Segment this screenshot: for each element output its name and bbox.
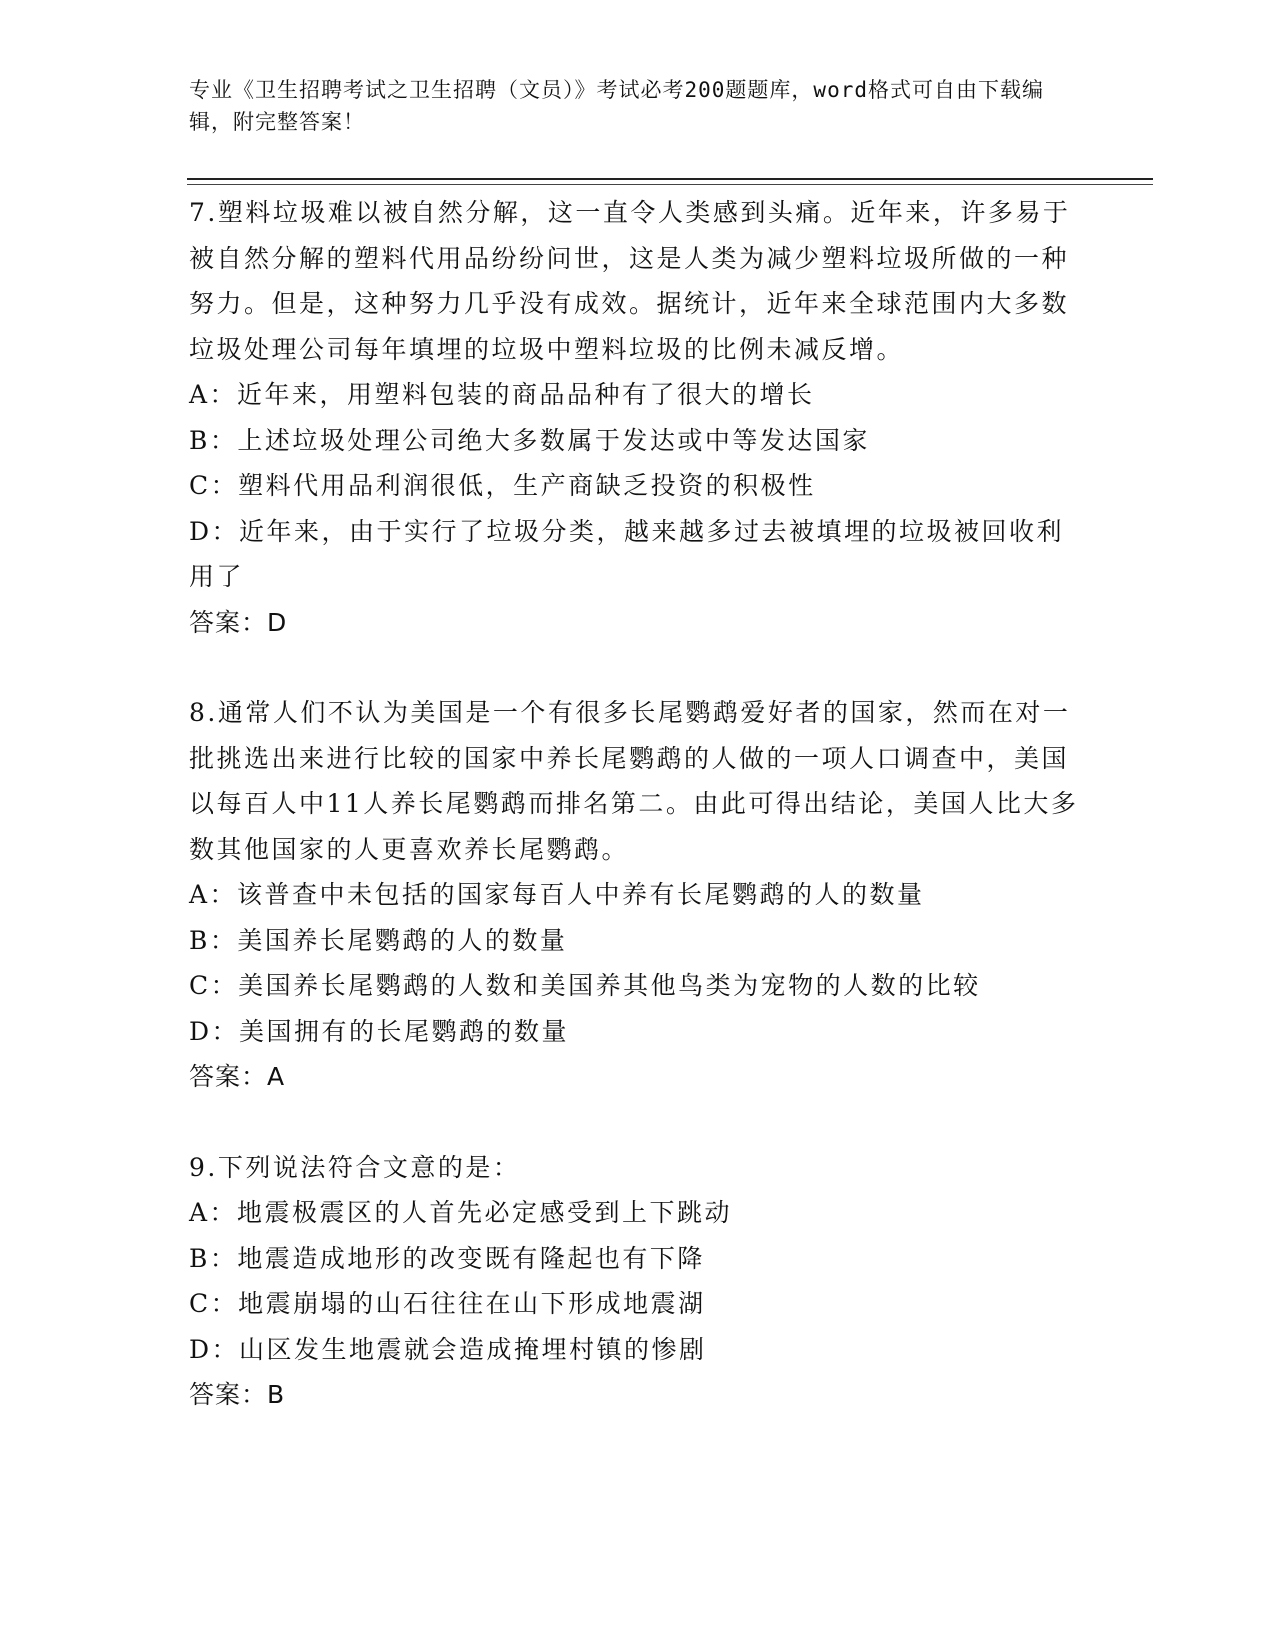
- answer-label: 答案：A: [189, 1062, 286, 1091]
- option-a: A：近年来，用塑料包装的商品品种有了很大的增长: [189, 380, 815, 409]
- document-header: 专业《卫生招聘考试之卫生招聘（文员）》考试必考200题题库，word格式可自由下载编辑，附完整答案！: [189, 78, 1044, 134]
- option-a: A：该普查中未包括的国家每百人中养有长尾鹦鹉的人的数量: [189, 880, 925, 909]
- option-b: B：地震造成地形的改变既有隆起也有下降: [189, 1243, 705, 1273]
- question-list: [189, 190, 1089, 1463]
- answer-label: 答案：B: [189, 1380, 286, 1409]
- option-c: C：美国养长尾鹦鹉的人数和美国养其他鸟类为宠物的人数的比较: [189, 971, 981, 1000]
- option-b: B：上述垃圾处理公司绝大多数属于发达或中等发达国家: [189, 425, 870, 455]
- option-d: D：美国拥有的长尾鹦鹉的数量: [189, 1016, 570, 1046]
- header-divider-thin: [187, 184, 1153, 185]
- question-stem: 7.塑料垃圾难以被自然分解，这一直令人类感到头痛。近年来，许多易于被自然分解的塑料代用品纷纷问世，这是人类为减少塑料垃圾所做的一种努力。但是，这种努力几乎没有成效。据统计，近年来全球范围内大多数垃圾处理公司每年填埋的垃圾中塑料垃圾的比例未减反增。: [189, 198, 1071, 364]
- option-d: D：近年来，由于实行了垃圾分类，越来越多过去被填埋的垃圾被回收利用了: [189, 516, 1065, 591]
- option-c: C：地震崩塌的山石往往在山下形成地震湖: [189, 1289, 706, 1318]
- header-divider-thick: [187, 178, 1153, 180]
- question-stem: 8.通常人们不认为美国是一个有很多长尾鹦鹉爱好者的国家，然而在对一批挑选出来进行比较的国家中养长尾鹦鹉的人做的一项人口调查中，美国以每百人中11人养长尾鹦鹉而排名第二。由此可得出结论，美国人比大多数其他国家的人更喜欢养长尾鹦鹉。: [189, 698, 1079, 864]
- answer-label: 答案：D: [189, 607, 288, 637]
- question-9: [189, 1145, 1089, 1418]
- question-stem: 9.下列说法符合文意的是：: [189, 1152, 521, 1182]
- option-d: D：山区发生地震就会造成掩埋村镇的惨剧: [189, 1334, 707, 1364]
- option-b: B：美国养长尾鹦鹉的人的数量: [189, 925, 568, 955]
- option-a: A：地震极震区的人首先必定感受到上下跳动: [189, 1198, 733, 1227]
- question-7: [189, 190, 1089, 645]
- question-8: [189, 690, 1089, 1100]
- option-c: C：塑料代用品利润很低，生产商缺乏投资的积极性: [189, 471, 816, 500]
